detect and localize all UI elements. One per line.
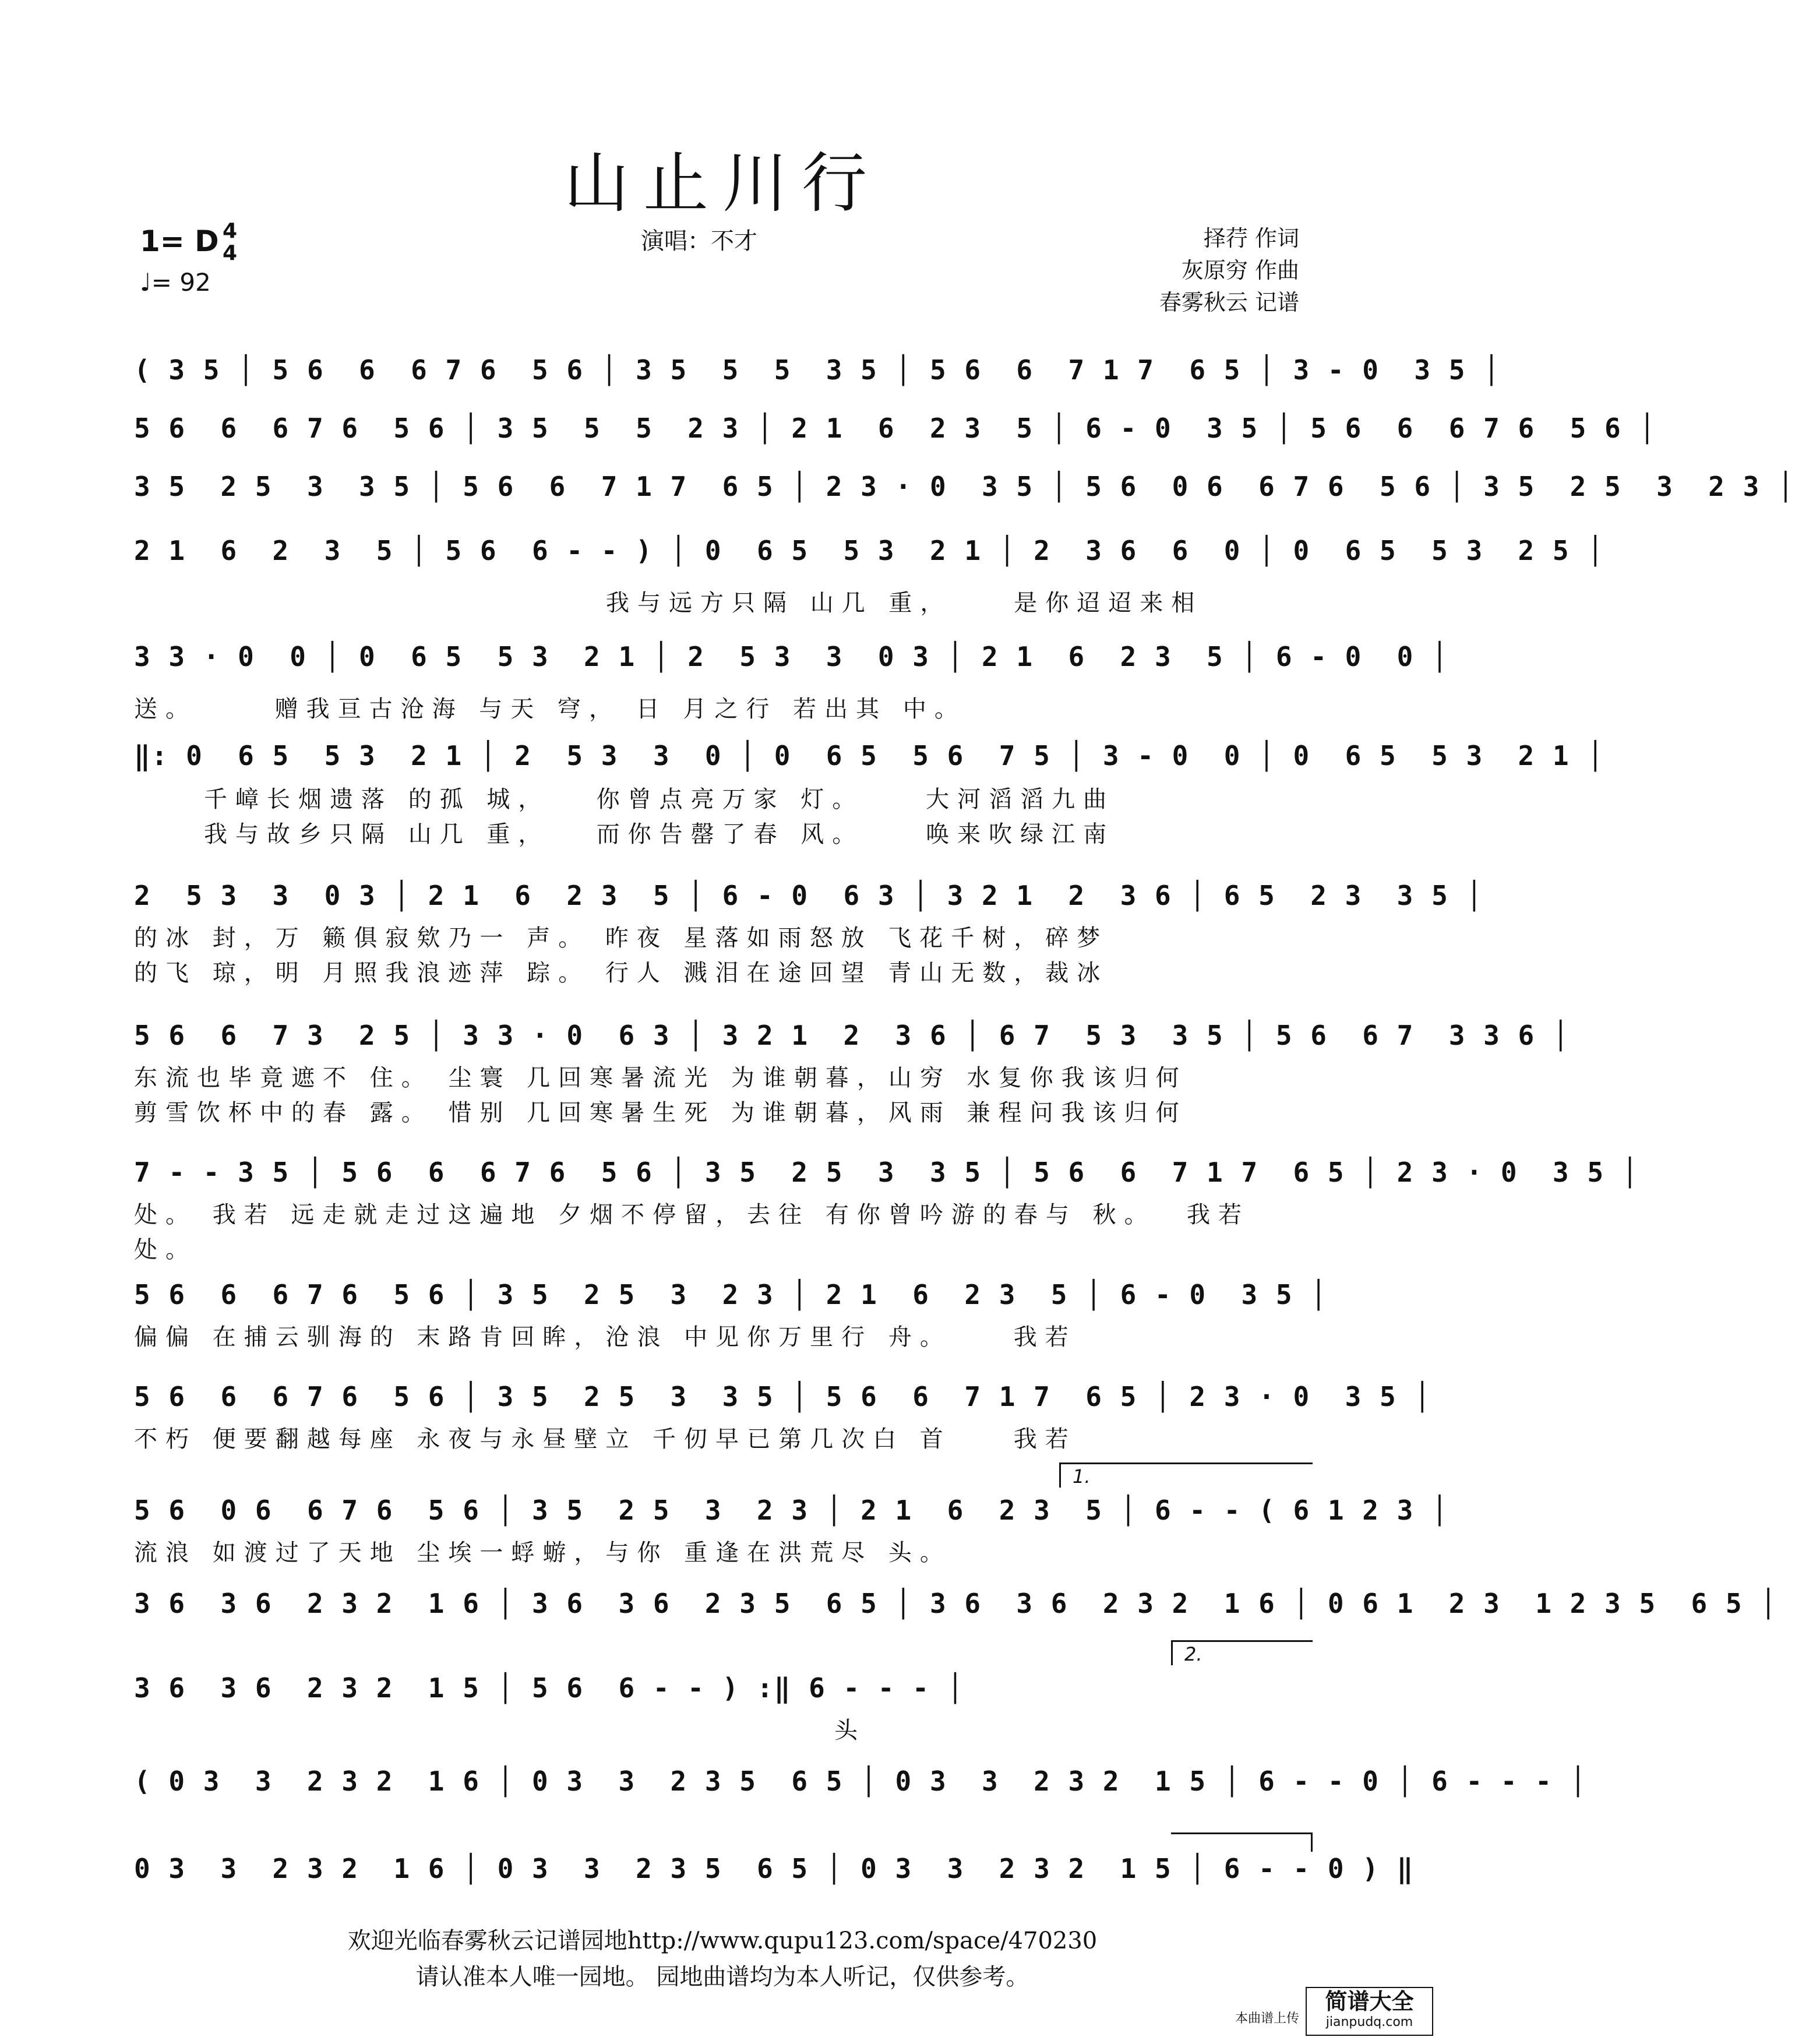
song-title: 山止川行	[564, 146, 881, 221]
system-12	[134, 1495, 1449, 1566]
notes-line: 3 5 2 5 3 3 5 │ 5 6 6 7 1 7 6 5 │ 2 3 · 0 3 5 │ 5 6 0 6 6 7 6 5 6 │ 3 5 2 5 3 2 3 │	[134, 471, 1795, 502]
singer-credit: 演唱：不才	[641, 228, 757, 255]
lyric-line: 头	[134, 1717, 866, 1744]
meter-top: 4	[223, 219, 238, 243]
system-7	[134, 880, 1484, 986]
notes-line: 2 5 3 3 0 3 │ 2 1 6 2 3 5 │ 6 - 0 6 3 │ 3 2 1 2 3 6 │ 6 5 2 3 3 5 │	[134, 880, 1484, 911]
system-bracket	[1171, 1832, 1313, 1852]
logo-url: jianpudq.com	[1325, 2015, 1413, 2029]
system-15	[134, 1765, 1588, 1800]
system-3	[134, 471, 1795, 506]
transcriber-credit: 春雾秋云 记谱	[1159, 290, 1299, 315]
composer-credit: 灰原穷 作曲	[1181, 258, 1299, 283]
notes-line: 5 6 6 7 3 2 5 │ 3 3 · 0 6 3 │ 3 2 1 2 3 6 │ 6 7 5 3 3 5 │ 5 6 6 7 3 3 6 │	[134, 1020, 1570, 1051]
footer-line-2: 请认准本人唯一园地。 园地曲谱均为本人听记，仅供参考。	[415, 1964, 1029, 1990]
footer	[0, 1923, 1445, 1995]
volta-2-bracket	[1171, 1640, 1313, 1665]
lyric-line: 处。 我若 远走就走过这遍地 夕烟不停留，去往 有你曾吟游的春与 秋。 我若	[134, 1201, 1250, 1228]
volta-2-label: 2.	[1184, 1643, 1202, 1665]
notes-line: 7 - - 3 5 │ 5 6 6 6 7 6 5 6 │ 3 5 2 5 3 3 5 │ 5 6 6 7 1 7 6 5 │ 2 3 · 0 3 5 │	[134, 1157, 1639, 1188]
lyric-line: 东流也毕竟遮不 住。 尘寰 几回寒暑流光 为谁朝暮，山穷 水复你我该归何	[134, 1065, 1187, 1091]
lyric-line: 的飞 琼，明 月照我浪迹萍 踪。 行人 溅泪在途回望 青山无数，裁冰	[134, 960, 1109, 986]
site-logo	[1306, 1987, 1433, 2036]
volta-1-bracket	[1059, 1462, 1313, 1488]
logo-title: 简谱大全	[1325, 1989, 1414, 2014]
tempo-marking: ♩= 92	[140, 268, 211, 297]
time-signature	[223, 220, 237, 265]
lyric-line: 处。	[134, 1236, 197, 1263]
system-11	[134, 1381, 1432, 1453]
volta-1-label: 1.	[1073, 1465, 1091, 1488]
system-13	[134, 1588, 1778, 1623]
watermark-text: 本曲谱上传	[1235, 2011, 1299, 2026]
notes-line: 0 3 3 2 3 2 1 6 │ 0 3 3 2 3 5 6 5 │ 0 3 3 2 3 2 1 5 │ 6 - - 0 ) ‖	[134, 1853, 1415, 1884]
notes-line: ‖: 0 6 5 5 3 2 1 │ 2 5 3 3 0 │ 0 6 5 5 6 7 5 │ 3 - 0 0 │ 0 6 5 5 3 2 1 │	[134, 740, 1605, 771]
lyricist-credit: 择荇 作词	[1203, 225, 1299, 251]
system-5	[134, 641, 1449, 723]
notes-line: 3 6 3 6 2 3 2 1 6 │ 3 6 3 6 2 3 5 6 5 │ 3 6 3 6 2 3 2 1 6 │ 0 6 1 2 3 1 2 3 5 6 5 │	[134, 1588, 1778, 1619]
notes-line: 2 1 6 2 3 5 │ 5 6 6 - - ) │ 0 6 5 5 3 2 1 │ 2 3 6 6 0 │ 0 6 5 5 3 2 5 │	[134, 535, 1605, 566]
notes-line: ( 3 5 │ 5 6 6 6 7 6 5 6 │ 3 5 5 5 3 5 │ 5 6 6 7 1 7 6 5 │ 3 - 0 3 5 │	[134, 354, 1501, 386]
system-16	[134, 1853, 1415, 1888]
notes-line: 5 6 0 6 6 7 6 5 6 │ 3 5 2 5 3 2 3 │ 2 1 6 2 3 5 │ 6 - - ( 6 1 2 3 │	[134, 1495, 1449, 1526]
notes-line: 3 3 · 0 0 │ 0 6 5 5 3 2 1 │ 2 5 3 3 0 3 │ 2 1 6 2 3 5 │ 6 - 0 0 │	[134, 641, 1449, 672]
lyric-line: 剪雪饮杯中的春 露。 惜别 几回寒暑生死 为谁朝暮，风雨 兼程问我该归何	[134, 1099, 1187, 1126]
notes-line: 5 6 6 6 7 6 5 6 │ 3 5 2 5 3 3 5 │ 5 6 6 7 1 7 6 5 │ 2 3 · 0 3 5 │	[134, 1381, 1432, 1412]
lyric-line: 送。 赠我亘古沧海 与天 穹， 日 月之行 若出其 中。	[134, 696, 966, 723]
credits-block	[1159, 223, 1299, 319]
system-6	[134, 740, 1605, 848]
lyric-line: 千嶂长烟遗落 的孤 城， 你曾点亮万家 灯。 大河滔滔九曲	[204, 786, 1115, 813]
notes-line: 5 6 6 6 7 6 5 6 │ 3 5 5 5 2 3 │ 2 1 6 2 3 5 │ 6 - 0 3 5 │ 5 6 6 6 7 6 5 6 │	[134, 413, 1657, 444]
system-8	[134, 1020, 1570, 1126]
notes-line: 3 6 3 6 2 3 2 1 5 │ 5 6 6 - - ) :‖ 6 - - - │	[134, 1672, 965, 1704]
footer-line-1: 欢迎光临春雾秋云记谱园地http://www.qupu123.com/space/470230	[347, 1927, 1098, 1954]
system-2	[134, 413, 1657, 447]
lyric-line: 我与远方只隔 山几 重， 是你迢迢来相	[606, 590, 1203, 616]
lyric-line: 偏偏 在捕云驯海的 末路肯回眸，沧浪 中见你万里行 舟。 我若	[134, 1324, 1077, 1351]
meter-bottom: 4	[223, 241, 238, 265]
system-9	[134, 1157, 1639, 1263]
key-signature: 1= D	[140, 224, 219, 258]
lyric-line: 流浪 如渡过了天地 尘埃一蜉蝣，与你 重逢在洪荒尽 头。	[134, 1539, 951, 1566]
lyric-line: 的冰 封，万 籁俱寂欸乃一 声。 昨夜 星落如雨怒放 飞花千树，碎梦	[134, 925, 1109, 951]
system-1	[134, 354, 1501, 389]
lyric-line: 不朽 便要翻越每座 永夜与永昼壁立 千仞早已第几次白 首 我若	[134, 1426, 1077, 1453]
notes-line: ( 0 3 3 2 3 2 1 6 │ 0 3 3 2 3 5 6 5 │ 0 3 3 2 3 2 1 5 │ 6 - - 0 │ 6 - - - │	[134, 1765, 1588, 1797]
notes-line: 5 6 6 6 7 6 5 6 │ 3 5 2 5 3 2 3 │ 2 1 6 2 3 5 │ 6 - 0 3 5 │	[134, 1279, 1328, 1310]
system-14	[134, 1672, 1311, 1744]
system-4	[134, 535, 1605, 616]
lyric-line: 我与故乡只隔 山几 重， 而你告罄了春 风。 唤来吹绿江南	[204, 821, 1115, 848]
system-10	[134, 1279, 1328, 1351]
